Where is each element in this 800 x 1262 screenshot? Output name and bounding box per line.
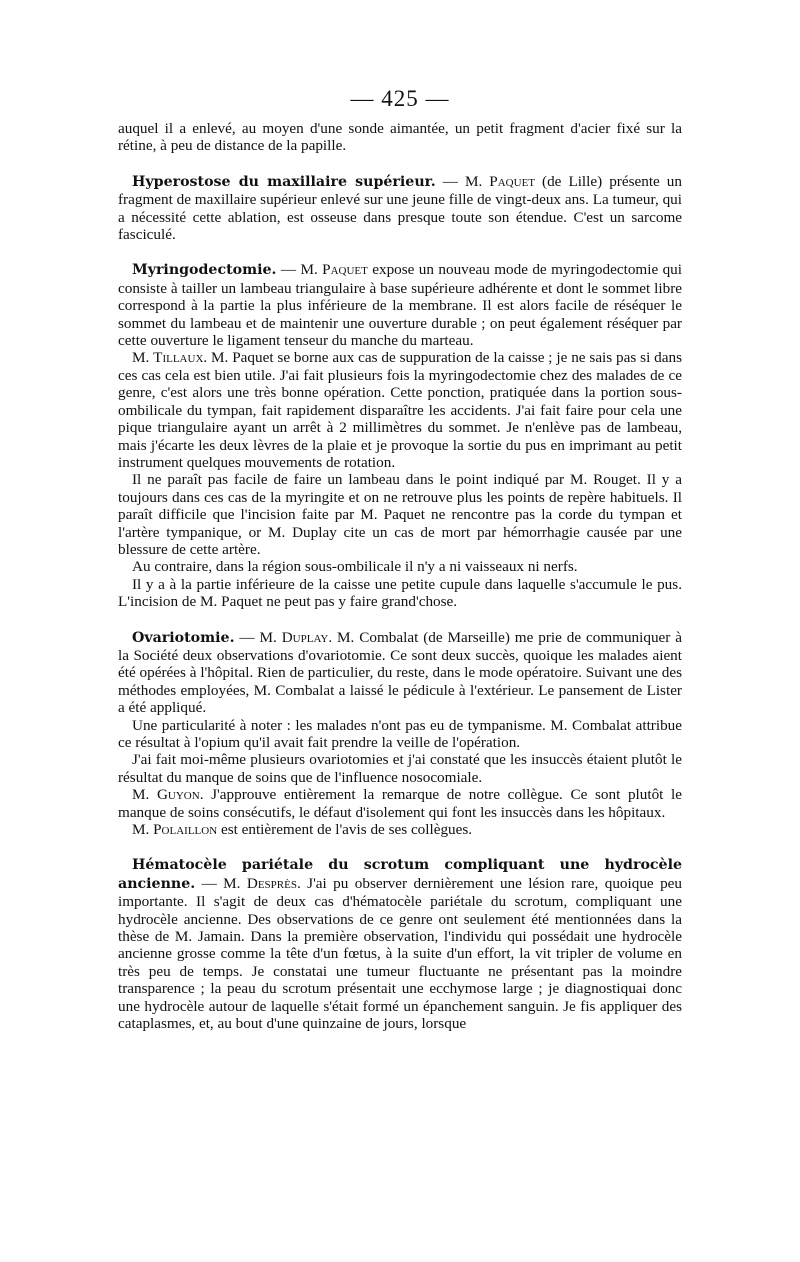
text-run: . J'approuve entièrement la remarque de notre collègue. Ce sont plutôt le manque de soins consécutifs, le défaut d'isolement qui font les insuccès dans les hôpitaux. <box>118 786 682 821</box>
text-run: . M. Paquet se borne aux cas de suppuration de la caisse ; je ne sais pas si dans ces cas cela est bien utile. J'ai fait plusieurs fois la myringodectomie chez des malades de ce genre, c'est alors une très bonne opération. Cette ponction, pratiquée dans la portion sous-ombilicale du tympan, fait rapidement disparaître les accidents. J'ai fait faire pour cela une pique triangulaire ayant un arrêt à 2 millimètres du sommet. Je n'enlève pas de lambeau, mais j'écarte les deux lèvres de la plaie et je provoque la sortie du pus en imprimant au petit instrument quelques mouvements de rotation. <box>118 349 682 471</box>
paragraph-p0 <box>118 120 682 155</box>
paragraph-p1 <box>118 173 682 244</box>
paragraph-p3 <box>118 349 682 471</box>
author-name: Polaillon <box>153 821 218 839</box>
text-run: Une particularité à noter : les malades n'ont pas eu de tympanisme. M. Combalat attribue ce résultat à l'opium qu'il avait fait prendre la veille de l'opération. <box>118 716 682 751</box>
text-run: Il ne paraît pas facile de faire un lambeau dans le point indiqué par M. Rouget. Il y a toujours dans ces cas de la myringite et on ne retrouve plus les points de repère habituels. Il paraît difficile que l'incision faite par M. Paquet ne rencontre pas la corde du tympan et l'artère tympanique, or M. Duplay cite un cas de mort par hémorrhagie causée par une blessure de cette artère. <box>118 471 682 558</box>
section-heading: Myringodectomie. <box>132 262 277 279</box>
text-run: est entièrement de l'avis de ses collègues. <box>217 821 473 839</box>
section-heading: Ovariotomie. <box>132 629 235 646</box>
text-run: auquel il a enlevé, au moyen d'une sonde aimantée, un petit fragment d'acier fixé sur la rétine, à peu de distance de la papille. <box>118 120 682 155</box>
paragraph-p9 <box>118 751 682 786</box>
text-run: . M. Combalat (de Marseille) me prie de communiquer à la Société deux observations d'ovariotomie. Ce sont deux succès, quoique les malades aient été opérées à l'hôpital. Rien de particulier, du reste, dans le mode opératoire. Suivant une des méthodes employées, M. Combalat a laissé le pédicule à l'extérieur. Le pansement de Lister a été appliqué. <box>118 628 682 717</box>
paragraph-p8 <box>118 717 682 752</box>
author-name: Guyon <box>156 786 200 804</box>
author-name: Paquet <box>489 172 536 190</box>
paragraph-p2 <box>118 261 682 349</box>
text-column <box>118 120 682 1033</box>
text-run: Au contraire, dans la région sous-ombilicale il n'y a ni vaisseaux ni nerfs. <box>132 558 578 576</box>
author-name: Duplay <box>281 628 329 646</box>
text-run: M. <box>132 786 157 804</box>
section-heading: Hyperostose du maxillaire supérieur. <box>132 173 436 190</box>
text-run: — M. <box>435 172 490 190</box>
author-name: Paquet <box>322 261 368 279</box>
paragraph-p6 <box>118 576 682 611</box>
text-run: — M. <box>195 874 247 892</box>
text-run: J'ai fait moi-même plusieurs ovariotomies et j'ai constaté que les insuccès étaient plutôt le résultat du manque de soins que de l'influence nosocomiale. <box>118 751 682 786</box>
section-heading: Hématocèle pariétale du scrotum compliquant une hydrocèle ancienne. <box>118 857 682 892</box>
author-name: Tillaux <box>153 349 204 367</box>
page-number: — 425 — <box>350 86 450 111</box>
text-run: M. <box>132 821 154 839</box>
text-run: expose un nouveau mode de myringodectomie qui consiste à tailler un lambeau triangulaire à base supérieure adhérente et dont le sommet libre correspond à la partie la plus inférieure de la membrane. Il est alors facile de réséquer le sommet du lambeau et de maintenir une ouverture durable ; on peut également réséquer par cette ouverture le ligament tenseur du manche du marteau. <box>118 261 682 350</box>
paragraph-p10 <box>118 786 682 821</box>
text-run: Il y a à la partie inférieure de la caisse une petite cupule dans laquelle s'accumule le pus. L'incision de M. Paquet ne peut pas y faire grand'chose. <box>118 575 682 611</box>
paragraph-p11 <box>118 821 682 838</box>
text-run: M. <box>132 349 154 367</box>
paragraph-p5 <box>118 558 682 575</box>
text-run: . J'ai pu observer dernièrement une lésion rare, quoique peu importante. Il s'agit de deux cas d'hématocèle pariétale du scrotum, compliquant une hydrocèle ancienne. Des observations de ce genre ont seulement été mentionnées dans la thèse de M. Jamain. Dans la première observation, l'individu qui possédait une hydrocèle ancienne grosse comme la tête d'un fœtus, à la suite d'un effort, la vit tripler de volume en très peu de temps. Je constatai une tumeur fluctuante ne présentant pas la moindre transparence ; la peau du scrotum présentait une ecchymose large ; je diagnostiquai donc une hydrocèle autour de laquelle s'était formé un épanchement sanguin. Je fis appliquer des cataplasmes, et, au bout d'une quinzaine de jours, lorsque <box>118 874 682 1033</box>
text-run: — M. <box>276 261 323 279</box>
paragraph-p4 <box>118 471 682 558</box>
author-name: Desprès <box>246 874 297 892</box>
text-run: (de Lille) présente un fragment de maxillaire supérieur enlevé sur une jeune fille de vingt-deux ans. La tumeur, qui a nécessité cette ablation, est osseuse dans presque toute son étendue. C'est un sarcome fasciculé. <box>118 172 682 244</box>
paragraph-p7 <box>118 629 682 717</box>
paragraph-p12 <box>118 856 682 1032</box>
text-run: — M. <box>234 628 282 646</box>
